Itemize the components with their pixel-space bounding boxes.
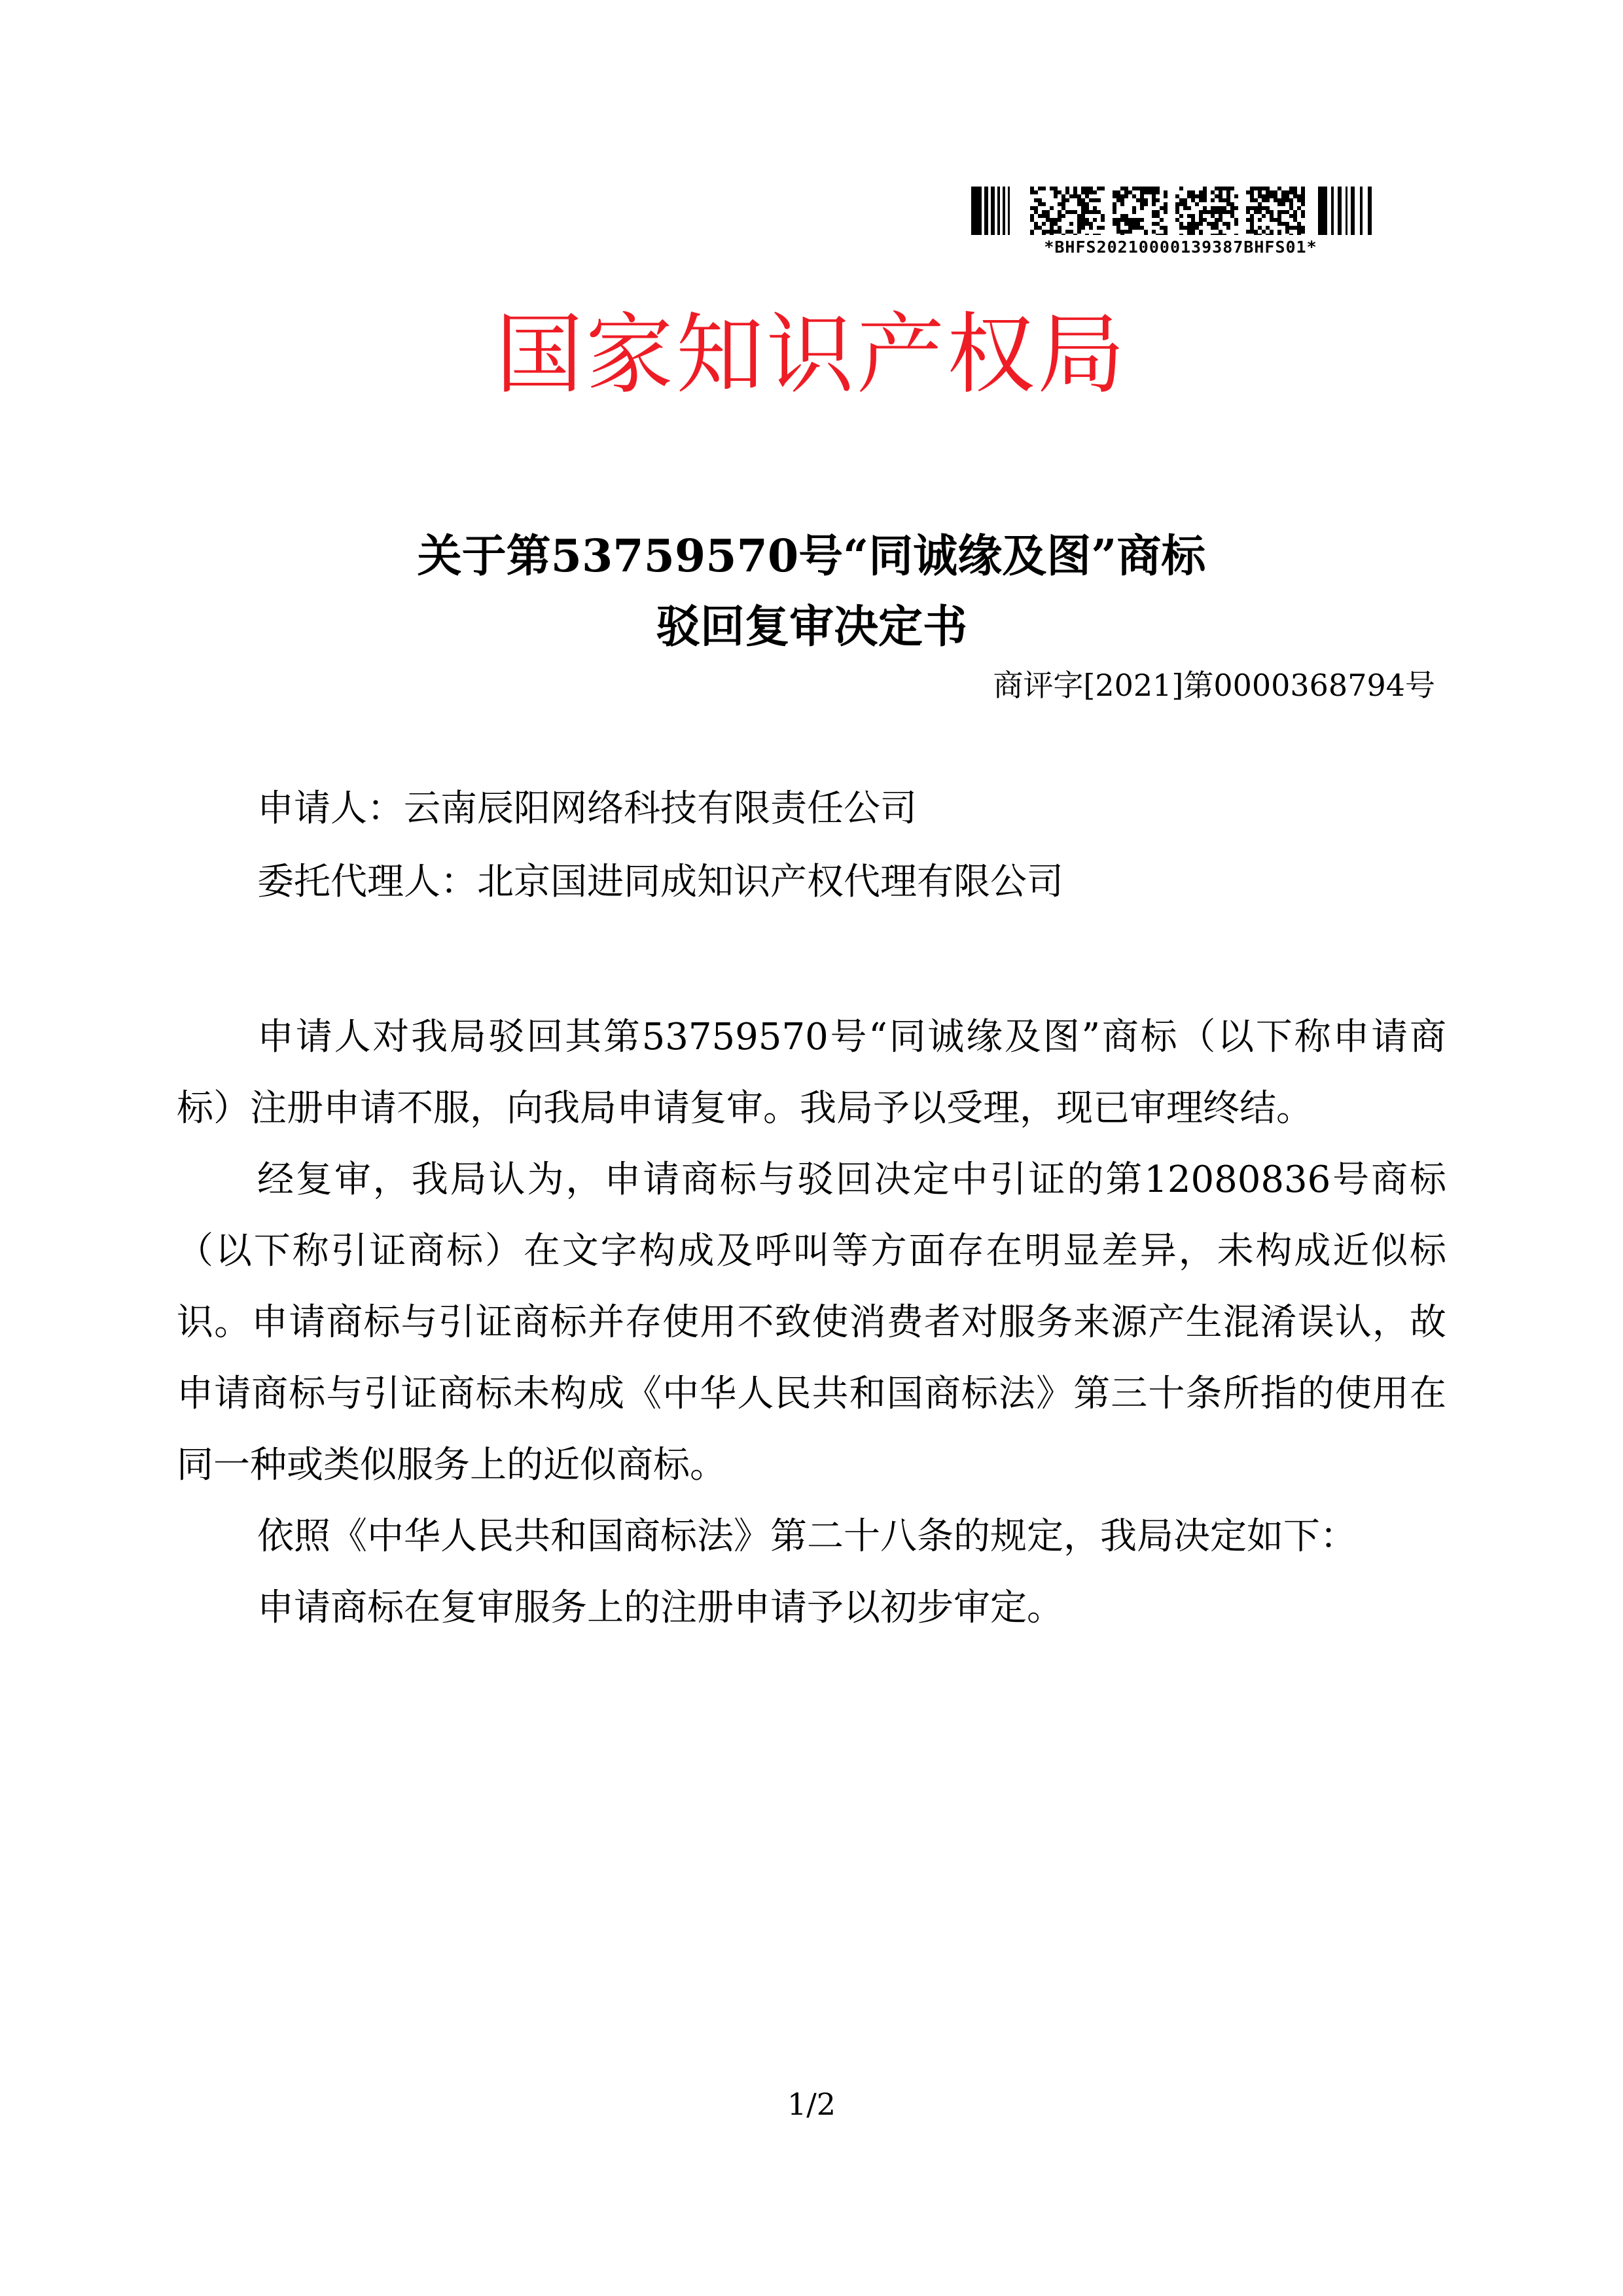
barcode-code-text: *BHFS20210000139387BHFS01* bbox=[1044, 238, 1317, 257]
body-paragraph: 依照《中华人民共和国商标法》第二十八条的规定，我局决定如下： bbox=[257, 1515, 1357, 1558]
applicant-line: 申请人：云南辰阳网络科技有限责任公司 bbox=[257, 787, 917, 830]
barcode bbox=[971, 187, 1377, 257]
barcode-graphic bbox=[971, 187, 1373, 235]
body-paragraph: 经复审，我局认为，申请商标与驳回决定中引证的第12080836号商标（以下称引证商标）在文字构成及呼叫等方面存在明显差异，未构成近似标识。申请商标与引证商标并存使用不致使消费者对服务来源产生混淆误认，故申请商标与引证商标未构成《中华人民共和国商标法》第三十条所指的使用在同一种或类似服务上的近似商标。 bbox=[177, 1158, 1446, 1486]
decision-title-line-2: 驳回复审决定书 bbox=[655, 601, 967, 653]
agency-name: 国家知识产权局 bbox=[495, 304, 1128, 406]
body-paragraph: 申请人对我局驳回其第53759570号“同诚缘及图”商标（以下称申请商标）注册申请不服，向我局申请复审。我局予以受理，现已审理终结。 bbox=[177, 1016, 1446, 1130]
page-number: 1/2 bbox=[787, 2087, 836, 2122]
decision-title-line-1: 关于第53759570号“同诚缘及图”商标 bbox=[417, 530, 1206, 583]
decision-body bbox=[177, 1001, 1446, 1643]
body-paragraph: 申请商标在复审服务上的注册申请予以初步审定。 bbox=[257, 1587, 1063, 1629]
agent-line: 委托代理人：北京国进同成知识产权代理有限公司 bbox=[257, 861, 1063, 903]
document-number: 商评字[2021]第0000368794号 bbox=[993, 668, 1435, 703]
